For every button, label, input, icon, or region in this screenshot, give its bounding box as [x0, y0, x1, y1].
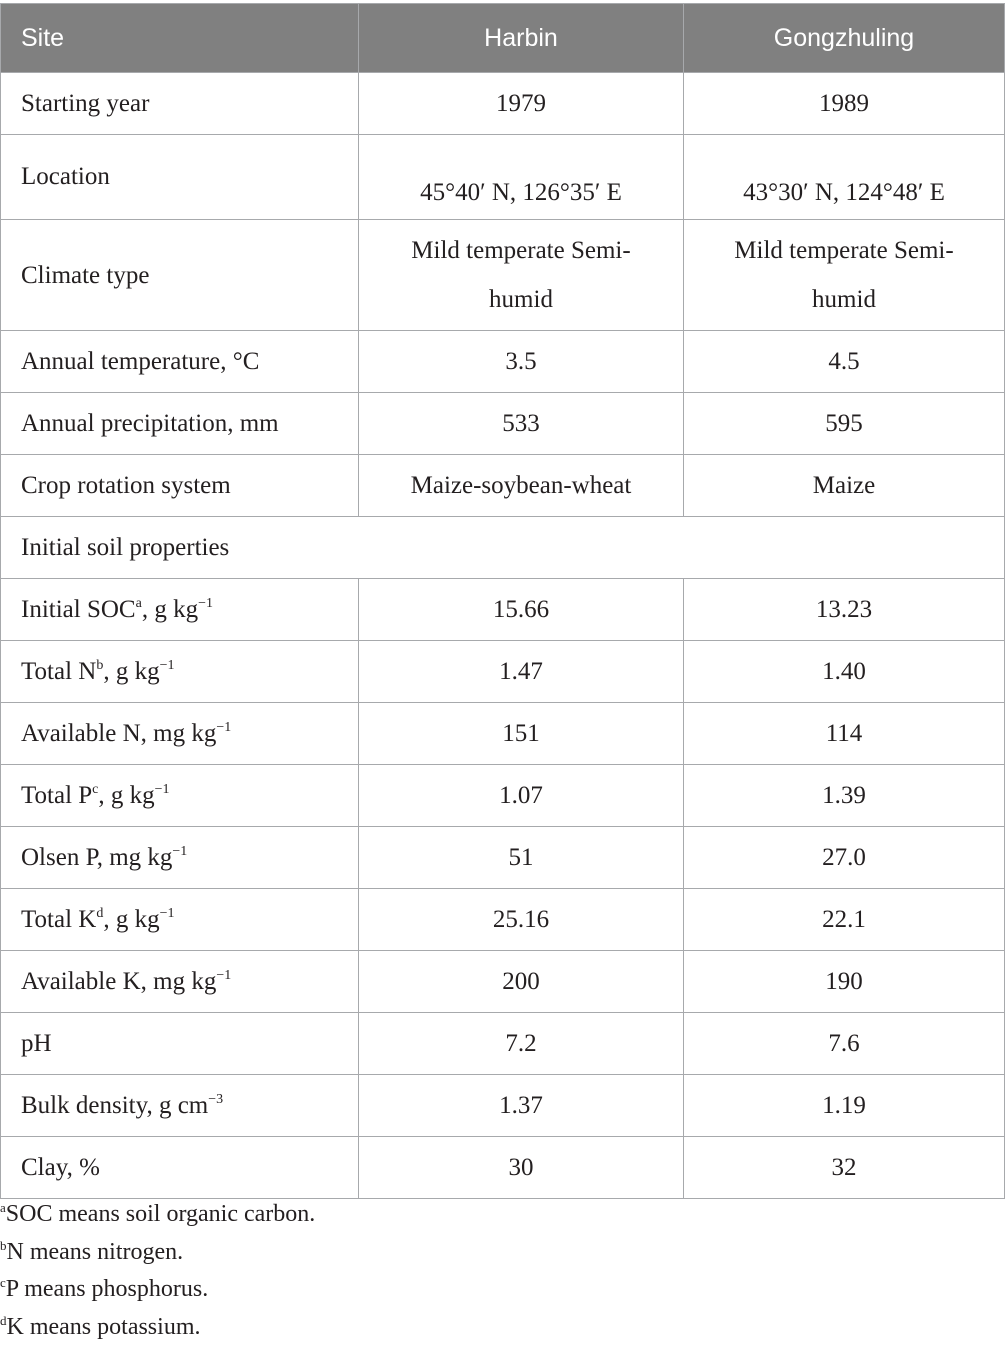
harbin-value: 51	[359, 827, 684, 889]
table-row	[1, 951, 1005, 1013]
footnote-mark: c	[0, 1275, 6, 1290]
unit-exponent: −1	[198, 595, 213, 611]
label-text: Available N, mg kg	[21, 719, 217, 747]
row-label	[1, 889, 359, 951]
harbin-value: 3.5	[359, 331, 684, 393]
label-text: Initial SOC	[21, 595, 136, 623]
header-gongzhuling: Gongzhuling	[684, 4, 1005, 73]
table-row	[1, 331, 1005, 393]
unit-exponent: −3	[208, 1091, 224, 1107]
table-row	[1, 135, 1005, 220]
table-row	[1, 220, 1005, 331]
gongzhuling-value: 13.23	[684, 579, 1005, 641]
row-label: pH	[1, 1013, 359, 1075]
footnote	[0, 1234, 315, 1272]
harbin-value: 1.47	[359, 641, 684, 703]
gongzhuling-value: 43°30′ N, 124°48′ E	[684, 135, 1005, 220]
gongzhuling-value: Mild temperate Semi-humid	[684, 220, 1005, 331]
row-label	[1, 579, 359, 641]
table-row	[1, 765, 1005, 827]
label-text: Total K	[21, 905, 97, 933]
unit-exponent: −1	[172, 843, 188, 859]
table-row	[1, 579, 1005, 641]
harbin-value: Mild temperate Semi-humid	[359, 220, 684, 331]
label-unit: , g kg	[103, 657, 160, 685]
label-unit: , g kg	[141, 595, 199, 623]
table-row	[1, 73, 1005, 135]
gongzhuling-value: 1989	[684, 73, 1005, 135]
gongzhuling-value: 4.5	[684, 331, 1005, 393]
table-row	[1, 1013, 1005, 1075]
harbin-value: 200	[359, 951, 684, 1013]
gongzhuling-value: 190	[684, 951, 1005, 1013]
footnote	[0, 1196, 315, 1234]
table-footnotes	[0, 1196, 315, 1346]
section-label: Initial soil properties	[1, 517, 1005, 579]
unit-exponent: −1	[159, 657, 175, 673]
table-row	[1, 1137, 1005, 1199]
row-label	[1, 1075, 359, 1137]
footnote-text: K means potassium.	[6, 1313, 201, 1340]
footnote	[0, 1271, 315, 1309]
table-header-row	[1, 4, 1005, 73]
label-text: Total N	[21, 657, 97, 685]
gongzhuling-value: 1.19	[684, 1075, 1005, 1137]
row-label: Starting year	[1, 73, 359, 135]
footnote	[0, 1309, 315, 1347]
unit-exponent: −1	[216, 719, 232, 735]
gongzhuling-value: 27.0	[684, 827, 1005, 889]
table-row	[1, 641, 1005, 703]
row-label: Climate type	[1, 220, 359, 331]
table-row	[1, 703, 1005, 765]
table-row	[1, 455, 1005, 517]
footnote-mark: a	[135, 595, 142, 611]
harbin-value: 1.37	[359, 1075, 684, 1137]
row-label	[1, 765, 359, 827]
label-unit: , g kg	[98, 781, 155, 809]
row-label: Annual precipitation, mm	[1, 393, 359, 455]
footnote-mark: a	[0, 1200, 6, 1215]
harbin-value: Maize-soybean-wheat	[359, 455, 684, 517]
unit-exponent: −1	[216, 967, 232, 983]
gongzhuling-value: 22.1	[684, 889, 1005, 951]
table-row	[1, 827, 1005, 889]
harbin-value: 15.66	[359, 579, 684, 641]
gongzhuling-value: 1.40	[684, 641, 1005, 703]
row-label: Annual temperature, °C	[1, 331, 359, 393]
footnote-mark: d	[0, 1312, 7, 1328]
row-label	[1, 641, 359, 703]
table-row	[1, 1075, 1005, 1137]
footnote-mark: d	[96, 905, 104, 921]
harbin-value: 151	[359, 703, 684, 765]
footnote-mark: b	[0, 1237, 7, 1253]
row-label	[1, 827, 359, 889]
row-label	[1, 703, 359, 765]
header-harbin: Harbin	[359, 4, 684, 73]
gongzhuling-value: 32	[684, 1137, 1005, 1199]
table-row	[1, 393, 1005, 455]
footnote-mark: c	[92, 781, 99, 797]
label-text: Olsen P, mg kg	[21, 843, 173, 871]
label-text: Available K, mg kg	[21, 967, 217, 995]
gongzhuling-value: 114	[684, 703, 1005, 765]
label-text: Total P	[21, 781, 93, 809]
unit-exponent: −1	[154, 781, 170, 797]
footnote-mark: b	[96, 657, 104, 673]
harbin-value: 1.07	[359, 765, 684, 827]
footnote-text: P means phosphorus.	[5, 1276, 209, 1302]
harbin-value: 45°40′ N, 126°35′ E	[359, 135, 684, 220]
site-properties-table	[0, 3, 1005, 1199]
header-site: Site	[1, 4, 359, 73]
row-label: Clay, %	[1, 1137, 359, 1199]
label-text: Bulk density, g cm	[21, 1091, 209, 1119]
footnote-text: SOC means soil organic carbon.	[5, 1201, 316, 1227]
unit-exponent: −1	[159, 905, 175, 921]
harbin-value: 533	[359, 393, 684, 455]
label-unit: , g kg	[103, 905, 160, 933]
harbin-value: 1979	[359, 73, 684, 135]
row-label: Location	[1, 135, 359, 220]
gongzhuling-value: 7.6	[684, 1013, 1005, 1075]
section-row	[1, 517, 1005, 579]
gongzhuling-value: Maize	[684, 455, 1005, 517]
gongzhuling-value: 595	[684, 393, 1005, 455]
row-label: Crop rotation system	[1, 455, 359, 517]
table-row	[1, 889, 1005, 951]
harbin-value: 25.16	[359, 889, 684, 951]
row-label	[1, 951, 359, 1013]
harbin-value: 7.2	[359, 1013, 684, 1075]
footnote-text: N means nitrogen.	[6, 1238, 184, 1265]
gongzhuling-value: 1.39	[684, 765, 1005, 827]
harbin-value: 30	[359, 1137, 684, 1199]
